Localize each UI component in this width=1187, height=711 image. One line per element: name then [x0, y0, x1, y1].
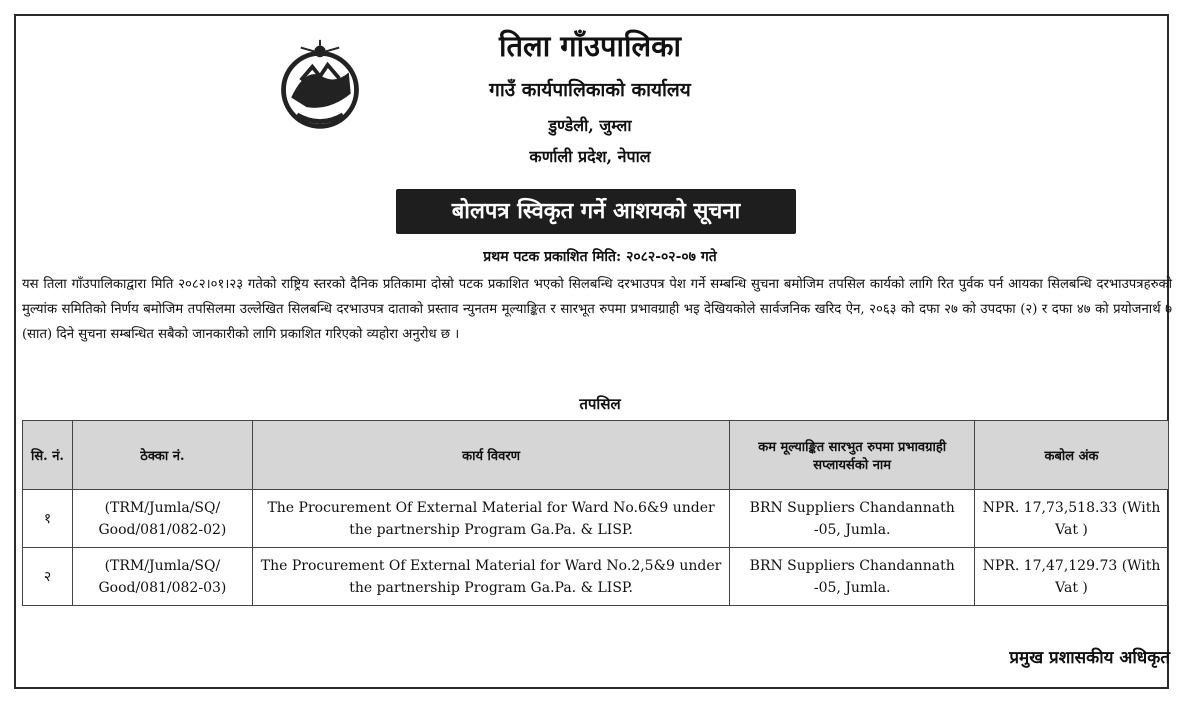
row-description: The Procurement Of External Material for Ward No.6&9 under the partnership Program Ga.Pa. & LISP. — [252, 490, 729, 548]
row-supplier: BRN Suppliers Chandannath -05, Jumla. — [730, 490, 975, 548]
row-contract-no: (TRM/Jumla/SQ/ Good/081/082-02) — [72, 490, 252, 548]
municipality-title: तिला गाँउपालिका — [499, 29, 681, 63]
row-amount: NPR. 17,73,518.33 (With Vat ) — [975, 490, 1169, 548]
row-supplier: BRN Suppliers Chandannath -05, Jumla. — [730, 548, 975, 606]
header-contract-no: ठेक्का नं. — [72, 421, 252, 490]
header-sn: सि. नं. — [23, 421, 73, 490]
notice-banner: बोलपत्र स्विकृत गर्ने आशयको सूचना — [396, 189, 796, 234]
table-row — [23, 490, 1169, 548]
row-description: The Procurement Of External Material for Ward No.2,5&9 under the partnership Program Ga.Pa. & LISP. — [252, 548, 729, 606]
row-sn: १ — [23, 490, 73, 548]
office-location: डुण्डेली, जुम्ला — [548, 116, 632, 135]
header-description: कार्य विवरण — [252, 421, 729, 490]
office-name: गाउँ कार्यपालिकाको कार्यालय — [489, 79, 691, 101]
header-amount: कबोल अंक — [975, 421, 1169, 490]
nepal-emblem-icon — [272, 38, 368, 134]
notice-body: यस तिला गाँउपालिकाद्वारा मिति २०८२।०१।२३ गतेको राष्ट्रिय स्तरको दैनिक प्रतिकामा दोस्रो पटक प्रकाशित भएको सिलबन्धि दरभाउपत्र पेश गर्ने सम्बन्धि सुचना बमोजिम तपसिल कार्यको लागि रित पुर्वक पर्न आयका सिलबन्धि दरभाउपत्रहरुको मुल्यांक समितिको निर्णय बमोजिम तपसिलमा उल्लेखित सिलबन्धि दरभाउपत्र दाताको प्रस्ताव न्युनतम मूल्याङ्कित र सारभूत रुपमा प्रभावग्राही भइ देखियकोले सार्वजनिक खरिद ऐन, २०६३ को दफा २७ को उपदफा (२) र दफा ४७ को प्रयोजनार्थ ७ (सात) दिने सुचना सम्बन्धित सबैको जानकारीको लागि प्रकाशित गरिएको व्यहोरा अनुरोध छ । — [22, 277, 1172, 342]
publication-date: प्रथम पटक प्रकाशित मिति: २०८२-०२-०७ गते — [483, 249, 717, 265]
header-supplier: कम मूल्याङ्कित सारभुत रुपमा प्रभावग्राही सप्लायर्सको नाम — [730, 421, 975, 490]
row-sn: २ — [23, 548, 73, 606]
province-country: कर्णाली प्रदेश, नेपाल — [529, 147, 651, 166]
table-row — [23, 548, 1169, 606]
table-title: तपसिल — [579, 395, 621, 413]
row-amount: NPR. 17,47,129.73 (With Vat ) — [975, 548, 1169, 606]
table-header-row — [23, 421, 1169, 490]
bid-table — [22, 420, 1169, 606]
signature-title: प्रमुख प्रशासकीय अधिकृत — [1009, 648, 1170, 668]
row-contract-no: (TRM/Jumla/SQ/ Good/081/082-03) — [72, 548, 252, 606]
